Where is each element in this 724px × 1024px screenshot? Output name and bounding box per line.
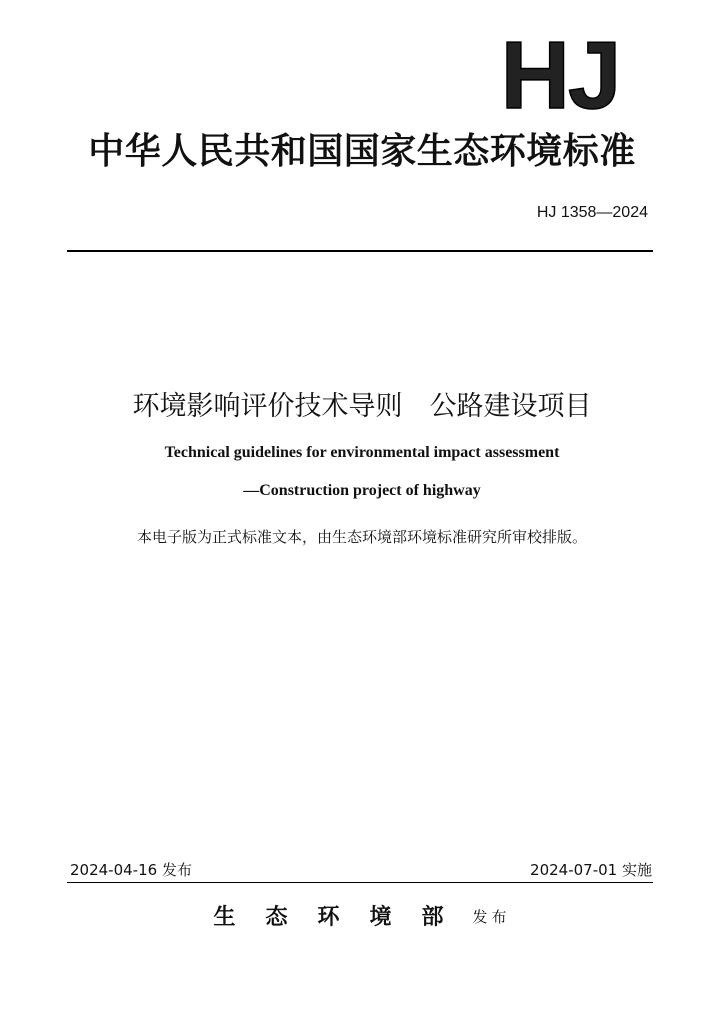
publisher-action: 发布 bbox=[472, 908, 511, 926]
document-title-english-line1: Technical guidelines for environmental impact assessment bbox=[164, 444, 560, 461]
standard-organization: 中华人民共和国国家生态环境标准 bbox=[88, 130, 636, 172]
hj-logo-icon bbox=[486, 36, 634, 114]
issue-date: 2024-04-16 发布 bbox=[70, 861, 192, 879]
document-title-english-line2: —Construction project of highway bbox=[243, 482, 481, 499]
implementation-date: 2024-07-01 实施 bbox=[530, 861, 652, 879]
standard-number: HJ 1358—2024 bbox=[536, 204, 648, 221]
top-divider bbox=[67, 250, 653, 252]
publisher-line bbox=[0, 900, 724, 934]
document-title-chinese: 环境影响评价技术导则 公路建设项目 bbox=[132, 391, 592, 422]
bottom-divider bbox=[67, 882, 653, 883]
hj-logo-text: HJ bbox=[500, 36, 620, 114]
publisher-name: 生态环境部 bbox=[213, 904, 474, 930]
electronic-version-note: 本电子版为正式标准文本，由生态环境部环境标准研究所审校排版。 bbox=[136, 528, 587, 546]
